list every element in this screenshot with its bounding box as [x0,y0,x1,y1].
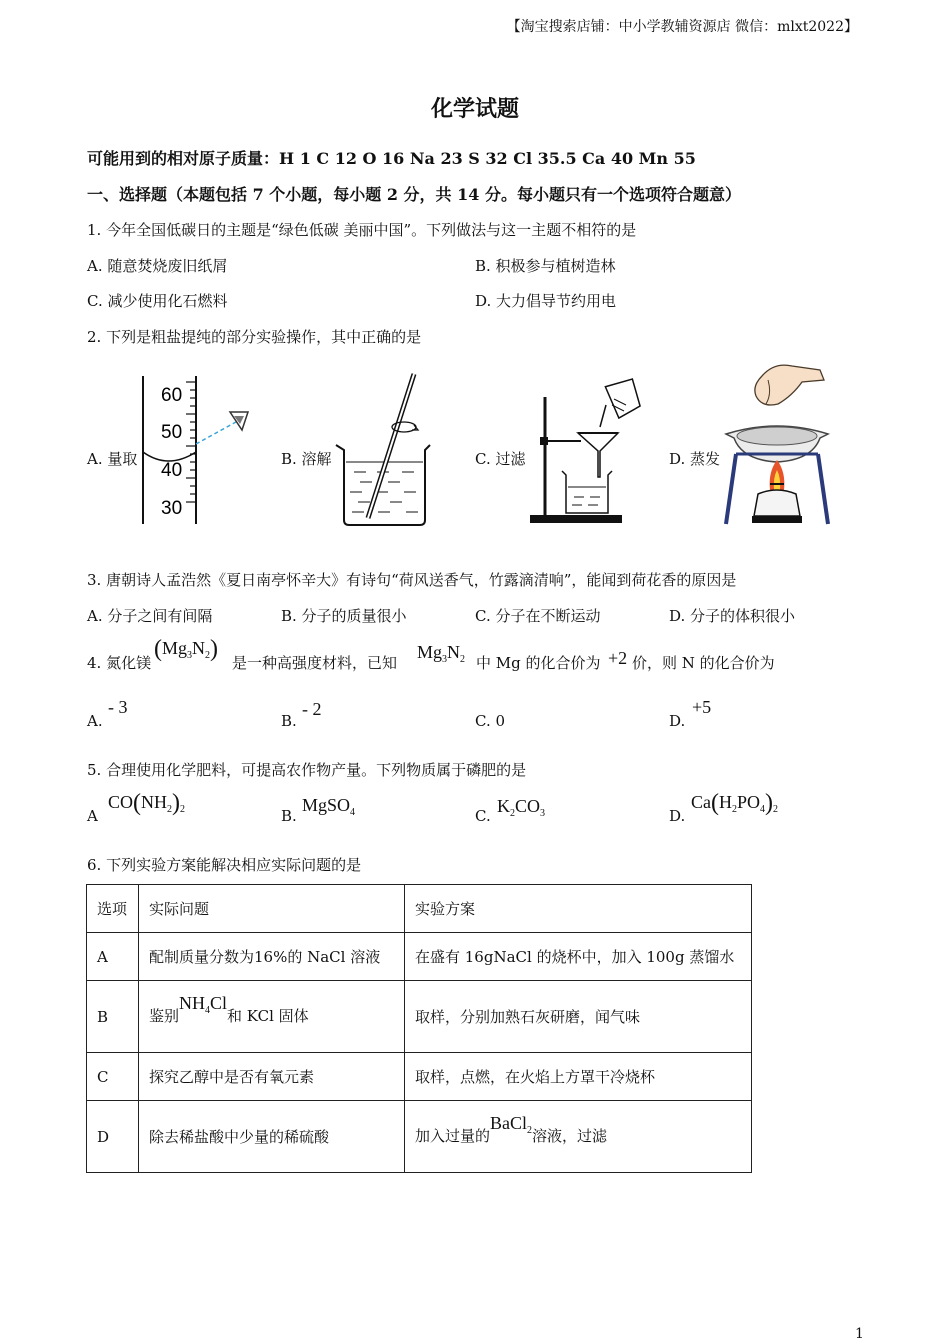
cylinder-figure [138,372,258,527]
cylinder-tick-40: 40 [161,460,183,481]
row-c-plan: 取样，点燃，在火焰上方罩干冷烧杯 [405,1053,752,1101]
q5-stem: 5. 合理使用化学肥料，可提高农作物产量。下列物质属于磷肥的是 [87,761,527,779]
q4-stem-start: 4. 氮化镁 [87,654,152,672]
q4-stem-mid: 是一种高强度材料，已知 [232,654,398,672]
q4-option-b-value: - 2 [302,699,322,719]
q3-option-d[interactable]: D. 分子的体积很小 [669,607,796,625]
q2-stem: 2. 下列是粗盐提纯的部分实验操作，其中正确的是 [87,328,422,346]
row-c-option: C [87,1053,139,1101]
row-d-plan: 加入过量的BaCl$_2$溶液，过滤 [405,1101,752,1173]
q4-option-c[interactable]: C. 0 [475,712,506,730]
row-a-option: A [87,933,139,981]
q3-option-b[interactable]: B. 分子的质量很小 [281,607,407,625]
header-plan: 实验方案 [405,885,752,933]
cylinder-tick-50: 50 [161,422,183,443]
q5-option-d-label[interactable]: D. [669,807,686,825]
q4-option-d-value: +5 [692,697,712,717]
cylinder-tick-30: 30 [161,498,183,519]
row-b-problem: 鉴别$NH_4Cl$和 KCl 固体 [139,981,405,1053]
q4-option-d-label[interactable]: D. [669,712,686,730]
formula-co-nh2-2: $CO(NH_2)_2$ [108,790,186,816]
row-a-problem: 配制质量分数为16%的 NaCl 溶液 [139,933,405,981]
row-d-option: D [87,1101,139,1173]
formula-mg3n2: $Mg_3N_2$ [417,642,466,665]
header-option: 选项 [87,885,139,933]
q6-table [86,884,752,1173]
q5-option-a-label[interactable]: A [87,807,98,825]
q1-option-a[interactable]: A. 随意焚烧废旧纸屑 [87,257,228,275]
row-d-problem: 除去稀盐酸中少量的稀硫酸 [139,1101,405,1173]
q5-option-b-label[interactable]: B. [281,807,297,825]
section-heading: 一、选择题（本题包括 7 个小题，每小题 2 分，共 14 分。每小题只有一个选项符合题意） [87,185,741,204]
q4-option-b-label[interactable]: B. [281,712,297,730]
q1-option-d[interactable]: D. 大力倡导节约用电 [475,292,617,310]
q3-stem: 3. 唐朝诗人孟浩然《夏日南亭怀辛大》有诗句“荷风送香气，竹露滴清响”，能闻到荷花香的原因是 [87,571,737,589]
q4-option-a-value: - 3 [108,697,128,717]
q5-option-c-label[interactable]: C. [475,807,491,825]
q3-option-a[interactable]: A. 分子之间有间隔 [87,607,213,625]
formula-k2co3: $K_2CO_3$ [497,796,546,819]
formula-bacl2: BaCl$_2$ [490,1113,533,1136]
mg-valence: +2 [608,648,628,668]
cylinder-tick-60: 60 [161,385,183,406]
q3-option-c[interactable]: C. 分子在不断运动 [475,607,601,625]
header-note: 【淘宝搜索店铺：中小学教辅资源店 微信：mlxt2022】 [506,19,858,35]
page-number: 1 [855,1326,864,1342]
q6-stem: 6. 下列实验方案能解决相应实际问题的是 [87,856,362,874]
atomic-masses: 可能用到的相对原子质量：H 1 C 12 O 16 Na 23 S 32 Cl 35.5 Ca 40 Mn 55 [87,149,696,168]
formula-nh4cl: $NH_4Cl$ [179,993,228,1016]
q2-option-d[interactable]: D. 蒸发 [669,450,721,468]
q2-option-c[interactable]: C. 过滤 [475,450,526,468]
q2-option-a[interactable]: A. 量取 [87,450,138,468]
row-b-plan: 取样，分别加熟石灰研磨，闻气味 [405,981,752,1053]
row-b-option: B [87,981,139,1053]
q1-option-b[interactable]: B. 积极参与植树造林 [475,257,616,275]
q4-stem-end: 价，则 N 的化合价为 [632,654,775,672]
q2-option-b[interactable]: B. 溶解 [281,450,332,468]
q4-option-a-label[interactable]: A. [87,712,103,730]
q4-stem-mid2: 中 Mg 的化合价为 [476,654,601,672]
table-row [87,933,752,981]
table-row [87,981,752,1053]
formula-mgso4: MgSO$_4$ [302,795,356,818]
table-row [87,1101,752,1173]
table-header-row [87,885,752,933]
q1-option-c[interactable]: C. 减少使用化石燃料 [87,292,228,310]
q1-stem: 1. 今年全国低碳日的主题是“绿色低碳 美丽中国”。下列做法与这一主题不相符的是 [87,221,637,239]
formula-mg3n2-paren: $(Mg_3N_2)$ [154,636,219,662]
evaporate-figure [722,356,832,528]
filter-figure [526,375,646,527]
table-row [87,1053,752,1101]
row-a-plan: 在盛有 16gNaCl 的烧杯中，加入 100g 蒸馏水 [405,933,752,981]
dissolve-figure [332,370,442,530]
hand-icon [755,365,824,405]
formula-ca-h2po4-2: $Ca(H_2PO_4)_2$ [691,790,779,816]
header-problem: 实际问题 [139,885,405,933]
row-c-problem: 探究乙醇中是否有氧元素 [139,1053,405,1101]
page-title: 化学试题 [430,96,519,122]
